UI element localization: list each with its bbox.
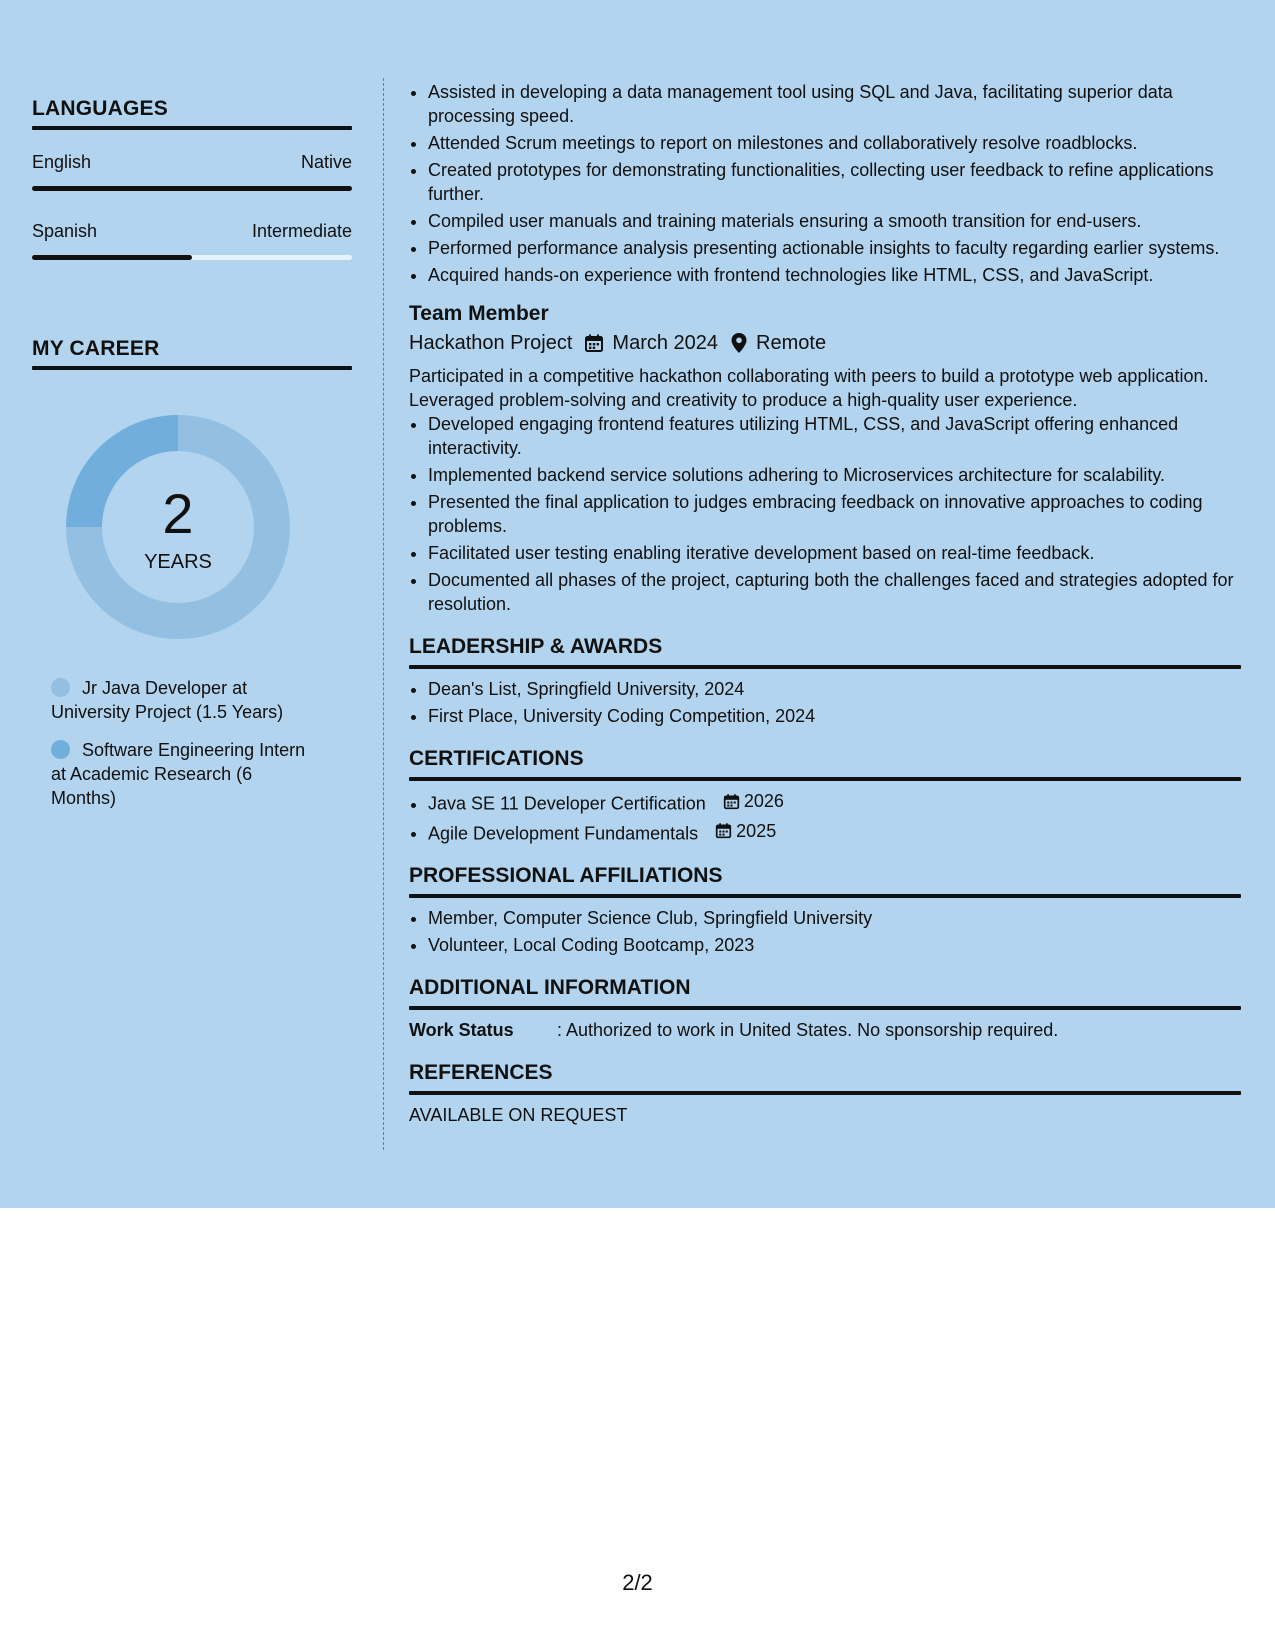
section-rule bbox=[409, 1091, 1241, 1095]
list-item bbox=[428, 789, 1241, 816]
career-legend-item bbox=[51, 676, 321, 724]
legend-dot bbox=[51, 678, 70, 697]
column-divider bbox=[383, 78, 384, 1150]
list-item: • Performed performance analysis presenting actionable insights to faculty regarding earlier systems. bbox=[428, 236, 1241, 260]
list-item: • Presented the final application to judges embracing feedback on innovative approaches to coding problems. bbox=[428, 490, 1241, 538]
certification-date bbox=[723, 789, 784, 813]
language-name: English bbox=[32, 152, 92, 172]
list-item: • Created prototypes for demonstrating functionalities, collecting user feedback to refine applications further. bbox=[428, 158, 1241, 206]
list-item bbox=[428, 819, 1241, 846]
legend-label: Jr Java Developer at University Project (1.5 Years) bbox=[51, 678, 284, 722]
job-location: Remote bbox=[756, 332, 827, 354]
section-rule bbox=[409, 894, 1241, 898]
list-item: • Compiled user manuals and training materials ensuring a smooth transition for end-users. bbox=[428, 209, 1241, 233]
career-total-value: 2 bbox=[162, 482, 194, 545]
work-status-row bbox=[409, 1018, 1241, 1042]
leadership-list bbox=[409, 677, 1241, 728]
certification-year: 2026 bbox=[743, 791, 784, 811]
career-legend-item bbox=[51, 738, 321, 810]
career-heading: MY CAREER bbox=[32, 337, 160, 360]
certifications-heading: CERTIFICATIONS bbox=[409, 747, 584, 770]
language-level: Intermediate bbox=[251, 221, 352, 241]
job-meta bbox=[409, 328, 1241, 358]
language-proficiency-fill bbox=[32, 255, 192, 260]
language-level: Native bbox=[300, 152, 352, 172]
section-rule bbox=[409, 777, 1241, 781]
job-date: March 2024 bbox=[612, 332, 719, 354]
career-rule bbox=[32, 366, 352, 370]
work-status-label: Work Status bbox=[409, 1020, 514, 1040]
list-item: • Implemented backend service solutions adhering to Microservices architecture for scalability. bbox=[428, 463, 1241, 487]
calendar-icon bbox=[584, 333, 604, 353]
list-item: • Documented all phases of the project, capturing both the challenges faced and strategies adopted for resolution. bbox=[428, 568, 1241, 616]
list-item: • Acquired hands-on experience with frontend technologies like HTML, CSS, and JavaScript. bbox=[428, 263, 1241, 287]
right-column bbox=[409, 80, 1241, 1127]
language-proficiency-bar bbox=[32, 186, 352, 191]
job-summary: Participated in a competitive hackathon collaborating with peers to build a prototype web application. Leveraged problem-solving and creativity to produce a high-quality user experience. bbox=[409, 366, 1209, 410]
career-total-unit: YEARS bbox=[144, 551, 212, 573]
list-item: • First Place, University Coding Competition, 2024 bbox=[428, 704, 1241, 728]
legend-label: Software Engineering Intern at Academic Research (6 Months) bbox=[51, 740, 306, 808]
affiliations-heading: PROFESSIONAL AFFILIATIONS bbox=[409, 864, 723, 887]
job-organization: Hackathon Project bbox=[409, 332, 573, 354]
list-item: • Dean's List, Springfield University, 2024 bbox=[428, 677, 1241, 701]
language-proficiency-bar bbox=[32, 255, 352, 260]
list-item: • Assisted in developing a data management tool using SQL and Java, facilitating superior data processing speed. bbox=[428, 80, 1241, 128]
map-pin-icon bbox=[730, 332, 748, 354]
language-proficiency-fill bbox=[32, 186, 352, 191]
certification-date bbox=[715, 819, 776, 843]
calendar-icon bbox=[715, 822, 736, 839]
page-number: 2/2 bbox=[622, 1570, 653, 1595]
certifications-list bbox=[409, 789, 1241, 845]
legend-dot bbox=[51, 740, 70, 759]
affiliations-list bbox=[409, 906, 1241, 957]
experience-bullets bbox=[409, 80, 1241, 287]
calendar-icon bbox=[723, 793, 744, 810]
references-heading: REFERENCES bbox=[409, 1061, 553, 1084]
languages-heading: LANGUAGES bbox=[32, 97, 168, 120]
references-text: AVAILABLE ON REQUEST bbox=[409, 1105, 628, 1125]
language-name: Spanish bbox=[32, 221, 98, 241]
section-rule bbox=[409, 1006, 1241, 1010]
work-status-value: : Authorized to work in United States. No sponsorship required. bbox=[557, 1020, 1059, 1040]
additional-info-heading: ADDITIONAL INFORMATION bbox=[409, 976, 691, 999]
certification-year: 2025 bbox=[736, 820, 777, 841]
certification-name: Java SE 11 Developer Certification bbox=[428, 793, 706, 814]
list-item: • Developed engaging frontend features utilizing HTML, CSS, and JavaScript offering enhanced interactivity. bbox=[428, 412, 1241, 460]
list-item: • Member, Computer Science Club, Springfield University bbox=[428, 906, 1241, 930]
section-rule bbox=[409, 665, 1241, 669]
job-title: Team Member bbox=[409, 302, 549, 325]
job-bullets bbox=[409, 412, 1241, 616]
career-donut-chart bbox=[66, 415, 290, 639]
list-item: • Facilitated user testing enabling iterative development based on real-time feedback. bbox=[428, 541, 1241, 565]
donut-slice-2 bbox=[66, 415, 178, 527]
certification-name: Agile Development Fundamentals bbox=[428, 823, 699, 843]
list-item: • Volunteer, Local Coding Bootcamp, 2023 bbox=[428, 933, 1241, 957]
leadership-heading: LEADERSHIP & AWARDS bbox=[409, 635, 663, 658]
list-item: • Attended Scrum meetings to report on milestones and collaboratively resolve roadblocks. bbox=[428, 131, 1241, 155]
languages-rule bbox=[32, 126, 352, 130]
